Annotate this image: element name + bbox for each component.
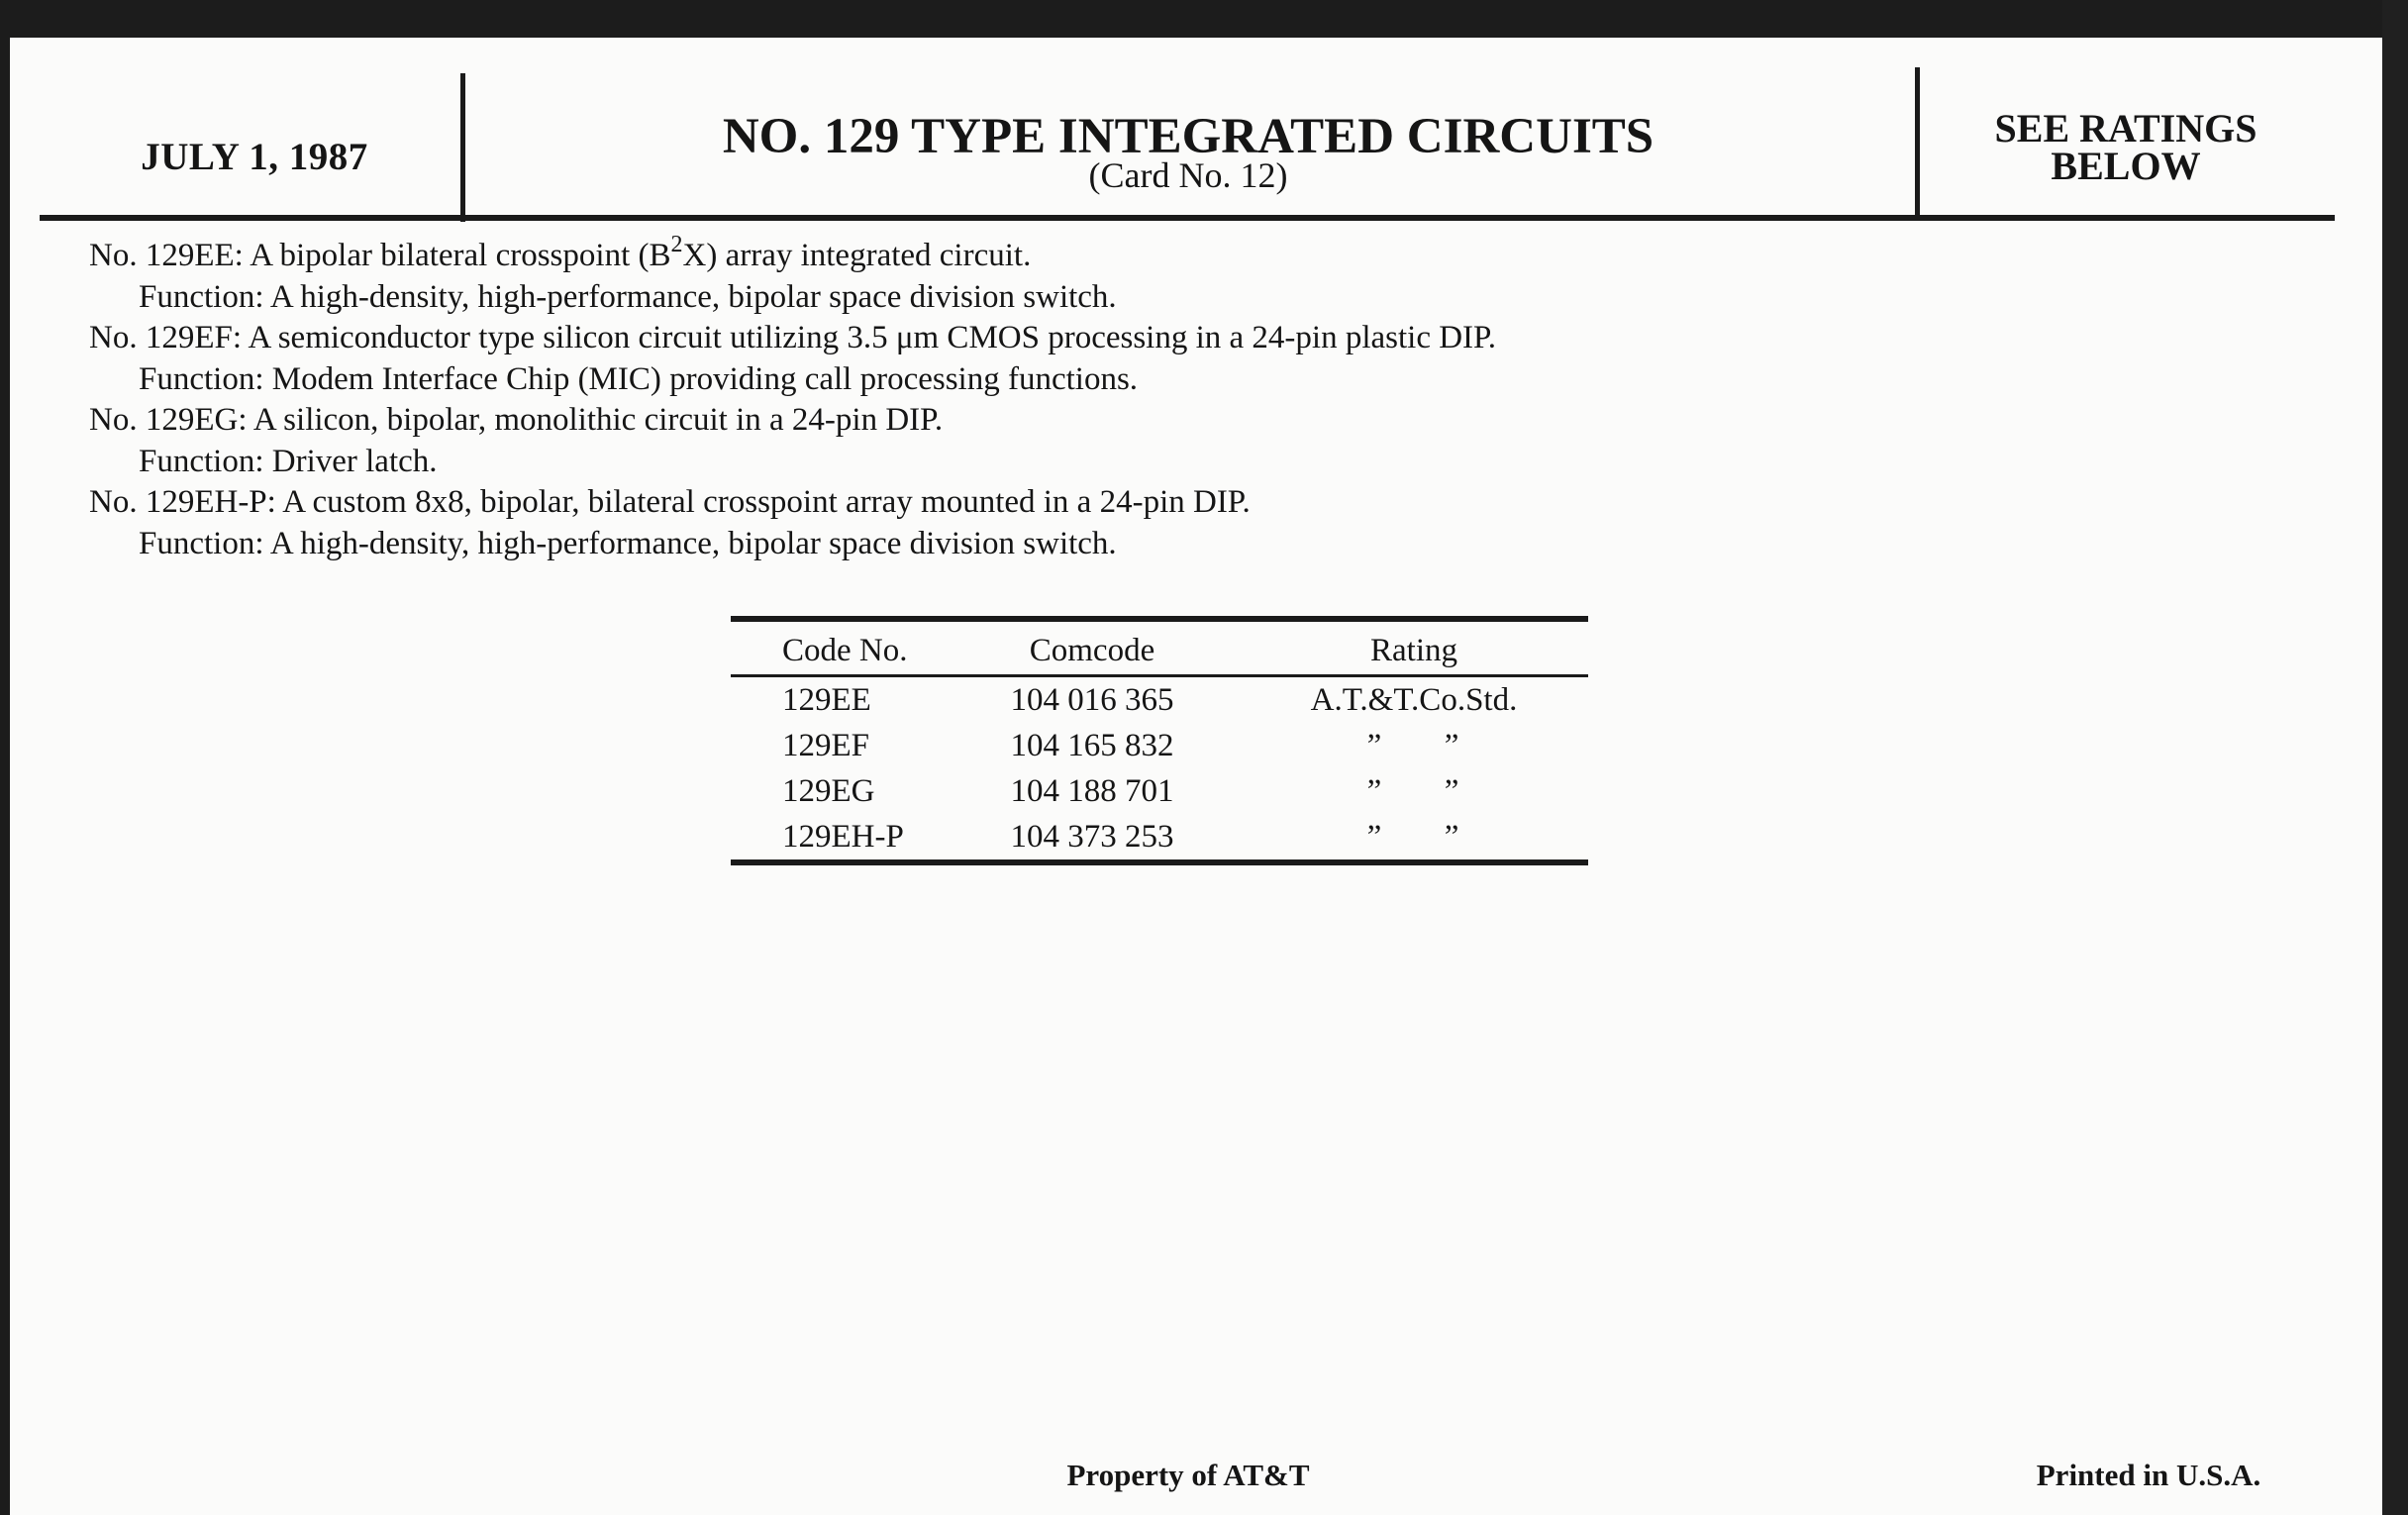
ratings-note-line2: BELOW (2051, 144, 2201, 188)
function-129eg: Function: Driver latch. (139, 443, 438, 479)
description-129eg: No. 129EG: A silicon, bipolar, monolithic circuit in a 24-pin DIP. (89, 402, 944, 438)
rating: A.T.&T.Co.Std. (1310, 682, 1518, 718)
function-129eh-p: Function: A high-density, high-performance, bipolar space division switch. (139, 525, 1117, 561)
comcode: 104 165 832 (1010, 728, 1174, 763)
header-divider-right (1915, 67, 1920, 218)
ratings-note (1923, 106, 2329, 188)
header-comcode: Comcode (1029, 633, 1155, 668)
function-129ef: Function: Modem Interface Chip (MIC) providing call processing functions. (139, 360, 1139, 397)
header-rating: Rating (1370, 633, 1457, 668)
descriptions-block (89, 232, 2267, 564)
comcode: 104 016 365 (1010, 682, 1174, 718)
description-text: X) array integrated circuit. (682, 238, 1032, 273)
table-row (731, 768, 1588, 814)
ratings-table (731, 616, 1588, 865)
header-code-no: Code No. (782, 633, 908, 668)
rating-ditto: ” ” (1366, 819, 1461, 855)
table-row (731, 677, 1588, 723)
comcode: 104 373 253 (1010, 819, 1174, 855)
card-subtitle: (Card No. 12) (1088, 155, 1288, 195)
card-title: NO. 129 TYPE INTEGRATED CIRCUITS (722, 109, 1655, 164)
footer-printed: Printed in U.S.A. (2036, 1458, 2261, 1492)
rating-ditto: ” ” (1366, 728, 1461, 763)
scan-edge (2382, 0, 2408, 1515)
card-date: JULY 1, 1987 (141, 136, 368, 178)
comcode: 104 188 701 (1010, 773, 1174, 809)
description-129ee (89, 232, 2267, 277)
function-129ee: Function: A high-density, high-performance, bipolar space division switch. (139, 278, 1117, 315)
code-no: 129EE (782, 682, 871, 718)
code-no: 129EF (782, 728, 870, 763)
table-bottom-rule (731, 859, 1588, 865)
header-rule (40, 215, 2335, 221)
description-129eh-p: No. 129EH-P: A custom 8x8, bipolar, bilateral crosspoint array mounted in a 24-pin DIP. (89, 484, 1251, 520)
code-no: 129EH-P (782, 819, 904, 855)
ratings-note-line1: SEE RATINGS (1994, 106, 2258, 151)
table-header-row (731, 622, 1588, 674)
table-row (731, 814, 1588, 859)
table-row (731, 723, 1588, 768)
code-no: 129EG (782, 773, 875, 809)
rating-ditto: ” ” (1366, 773, 1461, 809)
description-129ef: No. 129EF: A semiconductor type silicon circuit utilizing 3.5 μm CMOS processing in a 24-pin plastic DIP. (89, 320, 1496, 355)
description-text: No. 129EE: A bipolar bilateral crosspoint (B (89, 238, 671, 273)
footer-property: Property of AT&T (1066, 1458, 1310, 1492)
superscript: 2 (670, 232, 683, 257)
